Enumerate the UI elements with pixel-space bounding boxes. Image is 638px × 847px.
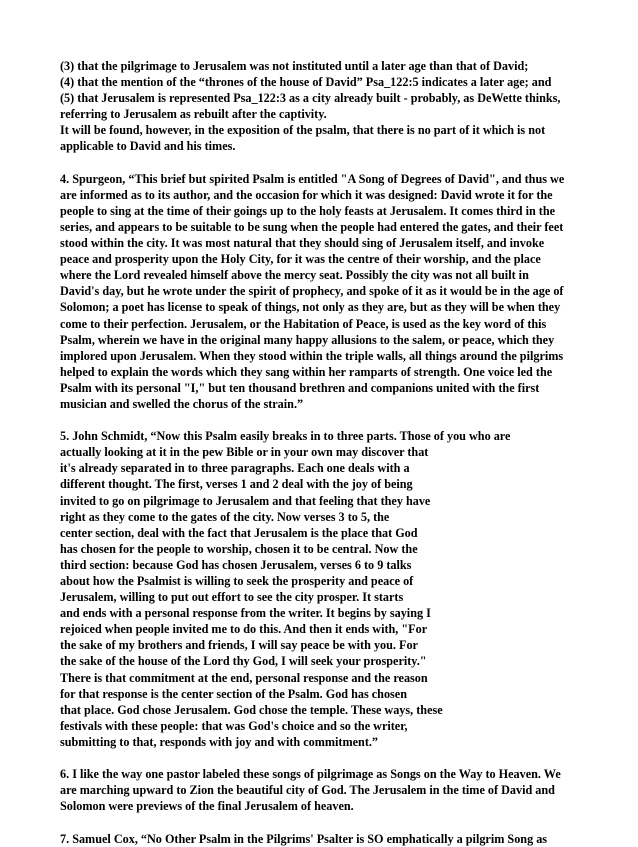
text-line: peace and prosperity upon the Holy City, for it was the centre of their worship, and the place xyxy=(60,252,541,267)
text-line: David's day, but he wrote under the spirit of prophecy, and spoke of it as it would be in the age of xyxy=(60,284,564,299)
text-line: Psalm with its personal "I," but ten thousand brethren and companions united with the first xyxy=(60,380,540,395)
text-line: that place. God chose Jerusalem. God chose the temple. These ways, these xyxy=(60,702,443,717)
text-line: referring to Jerusalem as rebuilt after the captivity. xyxy=(60,107,327,122)
text-line: (3) that the pilgrimage to Jerusalem was not instituted until a later age than that of David; xyxy=(60,59,529,73)
text-line: series, and appears to be suitable to be sung when the people had entered the gates, and their feet xyxy=(60,219,564,234)
text-line: are marching upward to Zion the beautiful city of God. The Jerusalem in the time of David and xyxy=(60,783,555,798)
paragraph-gap xyxy=(60,412,580,428)
text-line: 6. I like the way one pastor labeled these songs of pilgrimage as Songs on the Way to Heaven. We xyxy=(60,767,561,782)
text-line: center section, deal with the fact that Jerusalem is the place that God xyxy=(60,525,418,540)
text-line: It will be found, however, in the exposition of the psalm, that there is no part of it which is not xyxy=(60,123,546,138)
text-line: stood within the city. It was most natural that they should sing of Jerusalem itself, and invoke xyxy=(60,236,545,251)
text-line: Psalm, wherein we have in the original many happy allusions to the salem, or peace, which they xyxy=(60,332,555,347)
paragraph-gap xyxy=(60,814,580,830)
text-line: 7. Samuel Cox, “No Other Psalm in the Pilgrims' Psalter is SO emphatically a pilgrim Song as xyxy=(60,831,548,846)
text-line: are informed as to its author, and the occasion for which it was designed: David wrote it for the xyxy=(60,187,553,202)
text-line: the sake of my brothers and friends, I will say peace be with you. For xyxy=(60,638,418,653)
text-line: helped to explain the words which they sang within her ramparts of strength. One voice led the xyxy=(60,364,553,379)
text-line: (4) that the mention of the “thrones of the house of David” Psa_122:5 indicates a later age; and xyxy=(60,75,552,90)
paragraph-schmidt xyxy=(60,428,580,750)
text-line: has chosen for the people to worship, chosen it to be central. Now the xyxy=(60,541,418,556)
text-line: Solomon were previews of the final Jerusalem of heaven. xyxy=(60,799,354,814)
text-line: right as they come to the gates of the city. Now verses 3 to 5, the xyxy=(60,509,390,524)
text-line: it's already separated in to three paragraphs. Each one deals with a xyxy=(60,461,410,476)
text-line: applicable to David and his times. xyxy=(60,139,236,154)
text-line: about how the Psalmist is willing to seek the prosperity and peace of xyxy=(60,574,414,588)
text-line: and ends with a personal response from the writer. It begins by saying I xyxy=(60,606,431,621)
text-line: There is that commitment at the end, personal response and the reason xyxy=(60,670,428,685)
text-line: come to their perfection. Jerusalem, or the Habitation of Peace, is used as the key word of this xyxy=(60,316,547,331)
text-line: 4. Spurgeon, “This brief but spirited Psalm is entitled "A Song of Degrees of David", and thus we xyxy=(60,171,565,186)
text-line: Jerusalem, willing to put out effort to see the city prosper. It starts xyxy=(60,590,404,605)
paragraph-dating-objections xyxy=(60,58,580,155)
text-line: festivals with these people: that was God's choice and so the writer, xyxy=(60,718,408,733)
text-line: different thought. The first, verses 1 and 2 deal with the joy of being xyxy=(60,477,413,492)
text-line: rejoiced when people invited me to do this. And then it ends with, "For xyxy=(60,622,428,637)
text-line: the sake of the house of the Lord thy God, I will seek your prosperity." xyxy=(60,654,427,669)
paragraph-samuel-cox xyxy=(60,831,580,847)
text-line: actually looking at it in the pew Bible or in your own may discover that xyxy=(60,445,429,460)
text-line: musician and swelled the chorus of the strain.” xyxy=(60,396,304,411)
paragraph-gap xyxy=(60,750,580,766)
text-line: submitting to that, responds with joy and with commitment.” xyxy=(60,734,379,749)
document-page xyxy=(60,58,580,847)
text-line: invited to go on pilgrimage to Jerusalem and that feeling that they have xyxy=(60,493,431,508)
paragraph-spurgeon xyxy=(60,171,580,412)
text-line: 5. John Schmidt, “Now this Psalm easily breaks in to three parts. Those of you who are xyxy=(60,429,511,444)
paragraph-songs-of-pilgrimage xyxy=(60,766,580,814)
text-line: implored upon Jerusalem. When they stood within the triple walls, all things around the pilgrims xyxy=(60,348,564,363)
text-line: people to sing at the time of their goings up to the holy feasts at Jerusalem. It comes third in the xyxy=(60,203,556,218)
text-line: third section: because God has chosen Jerusalem, verses 6 to 9 talks xyxy=(60,557,412,572)
text-line: where the Lord revealed himself above the mercy seat. Possibly the city was not all built in xyxy=(60,268,529,283)
text-line: Solomon; a poet has license to speak of things, not only as they are, but as they will be when they xyxy=(60,300,561,315)
text-line: (5) that Jerusalem is represented Psa_122:3 as a city already built - probably, as DeWette thinks, xyxy=(60,91,561,106)
text-line: for that response is the center section of the Psalm. God has chosen xyxy=(60,686,407,701)
paragraph-gap xyxy=(60,155,580,171)
